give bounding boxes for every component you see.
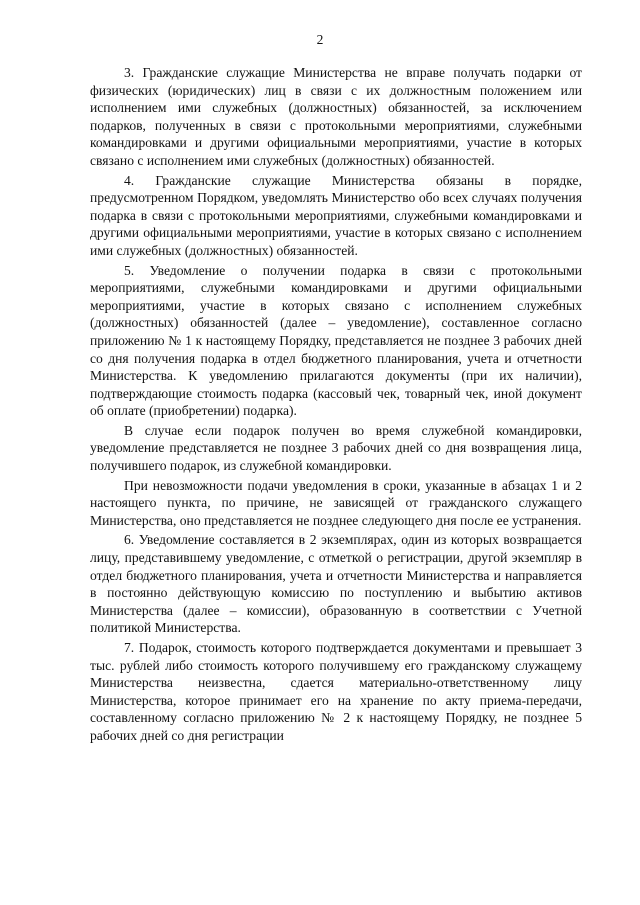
paragraph-5-impossibility: При невозможности подачи уведомления в сроки, указанные в абзацах 1 и 2 настоящего пункта, по причине, не зависящей от гражданского служащего Министерства, оно представляется не позднее следующего дня после ее устранения. (90, 477, 582, 528)
page-number: 2 (316, 32, 324, 47)
paragraph-5-business-trip: В случае если подарок получен во время служебной командировки, уведомление представляется не позднее 3 рабочих дней со дня возвращения лица, получившего подарок, из служебной командировки. (90, 422, 582, 474)
paragraph-3: 3. Гражданские служащие Министерства не вправе получать подарки от физических (юридических) лиц в связи с их должностным положением или исполнением ими служебных (должностных) обязанностей, за исключением подарков, полученных в связи с протокольными мероприятиями, служебными командировками и другими официальными мероприятиями, участие в которых связано с исполнением ими служебных (должностных) обязанностей. (90, 65, 582, 168)
paragraph-6: 6. Уведомление составляется в 2 экземплярах, один из которых возвращается лицу, представившему уведомление, с отметкой о регистрации, другой экземпляр в отдел бюджетного планирования, учета и отчетности Министерства и направляется в постоянно действующую комиссию по поступлению и выбытию активов Министерства (далее – комиссии), образованную в соответствии с Учетной политикой Министерства. (90, 532, 582, 636)
paragraph-7: 7. Подарок, стоимость которого подтверждается документами и превышает 3 тыс. рублей либо стоимость которого получившему его гражданскому служащему Министерства неизвестна, сдается материально-ответственному лицу Министерства, которое принимает его на хранение по акту приема-передачи, составленному согласно приложению № 2 к настоящему Порядку, не позднее 5 рабочих дней со дня регистрации (90, 640, 582, 743)
paragraph-5: 5. Уведомление о получении подарка в связи с протокольными мероприятиями, служебными командировками и другими официальными мероприятиями, участие в которых связано с исполнением служебных (должностных) обязанностей (далее – уведомление), составленное согласно приложению № 1 к настоящему Порядку, представляется не позднее 3 рабочих дней со дня получения подарка в отдел бюджетного планирования, учета и отчетности Министерства. К уведомлению прилагаются документы (при их наличии), подтверждающие стоимость подарка (кассовый чек, товарный чек, иной документ об оплате (приобретении) подарка). (90, 262, 582, 419)
paragraph-4: 4. Гражданские служащие Министерства обязаны в порядке, предусмотренном Порядком, уведомлять Министерство обо всех случаях получения подарка в связи с протокольными мероприятиями, служебными командировками и другими официальными мероприятиями, участие в которых связано с исполнением ими служебных (должностных) обязанностей. (90, 172, 582, 258)
document-body (90, 64, 582, 747)
